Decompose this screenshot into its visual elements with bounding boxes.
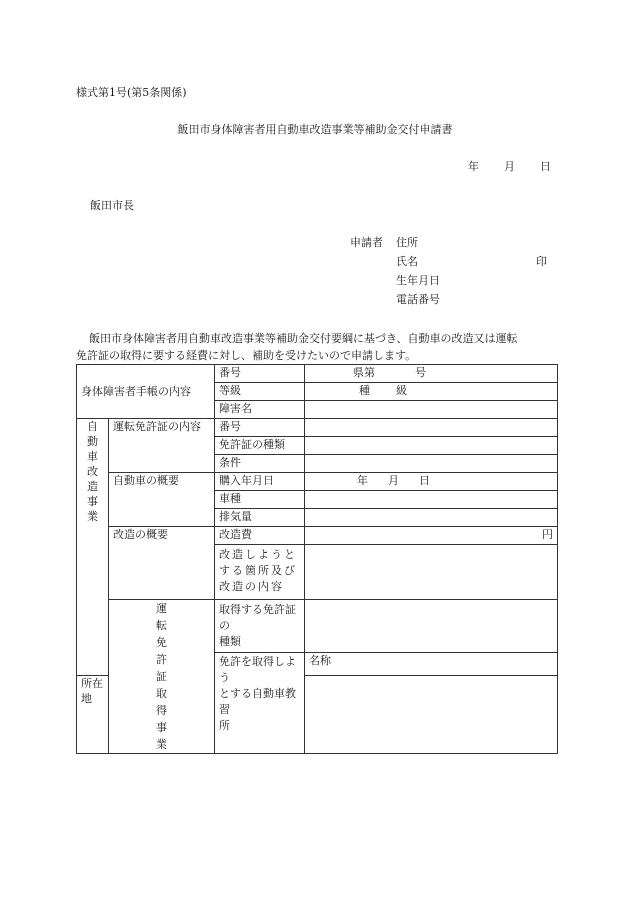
vertical-char: 取 (156, 687, 167, 700)
license-acquisition-vertical-label (109, 600, 215, 754)
vertical-char: 得 (156, 704, 167, 717)
displacement-field[interactable] (305, 509, 558, 527)
modification-parts-line: 改造の内容 (219, 580, 284, 593)
handbook-grade-label: 等級 (215, 383, 305, 401)
purchase-date-field[interactable] (305, 473, 558, 491)
school-name-label: 名称 (305, 653, 558, 676)
modification-parts-field[interactable] (305, 545, 558, 600)
seal-mark: 印 (536, 255, 547, 268)
date-year-label: 年 (468, 160, 479, 173)
handbook-number-label: 番号 (215, 365, 305, 383)
vertical-char: 業 (87, 510, 98, 523)
vertical-char: 動 (87, 435, 98, 448)
driving-school-line: 所 (219, 719, 230, 732)
vertical-char: 許 (156, 653, 167, 666)
purchase-day-label: 日 (419, 474, 430, 487)
car-model-field[interactable] (305, 491, 558, 509)
number-suffix-label: 号 (415, 366, 426, 379)
displacement-label: 排気量 (215, 509, 305, 527)
yen-unit-label: 円 (542, 528, 553, 541)
handbook-disability-label: 障害名 (215, 401, 305, 419)
vertical-char: 証 (156, 670, 167, 683)
modification-parts-line: 改造しようと (219, 548, 297, 561)
vertical-char: 事 (156, 721, 167, 734)
applicant-label: 申請者 (350, 236, 383, 249)
vertical-char: 運 (156, 602, 167, 615)
car-overview-label: 自動車の概要 (109, 473, 215, 527)
license-type-to-get-line: 取得する免許証の (219, 603, 296, 632)
vertical-char: 免 (156, 636, 167, 649)
handbook-grade-field[interactable] (305, 383, 558, 401)
license-type-label: 免許証の種類 (215, 437, 305, 455)
date-day-label: 日 (540, 160, 551, 173)
modification-cost-field[interactable] (305, 527, 558, 545)
vertical-char: 車 (87, 450, 98, 463)
driving-school-line: とする自動車教習 (219, 687, 296, 716)
license-type-to-get-field[interactable] (305, 600, 558, 653)
driving-school-line: 免許を取得しよう (219, 655, 296, 684)
school-location-field[interactable] (305, 676, 558, 754)
purchase-date-label: 購入年月日 (215, 473, 305, 491)
addressee: 飯田市長 (90, 199, 134, 212)
grade-unit-label: 級 (396, 384, 407, 397)
vertical-char: 改 (87, 465, 98, 478)
kind-label: 種 (359, 384, 370, 397)
applicant-phone-label: 電話番号 (396, 293, 440, 306)
vertical-char: 自 (87, 420, 98, 433)
form-number: 様式第1号(第5条関係) (76, 86, 187, 99)
license-type-to-get-line: 種類 (219, 635, 241, 648)
document-title: 飯田市身体障害者用自動車改造事業等補助金交付申請書 (177, 123, 453, 136)
license-type-field[interactable] (305, 437, 558, 455)
statement-line-1: 飯田市身体障害者用自動車改造事業等補助金交付要綱に基づき、自動車の改造又は運転 (89, 332, 518, 345)
license-conditions-field[interactable] (305, 455, 558, 473)
handbook-section-label: 身体障害者手帳の内容 (77, 365, 215, 419)
vertical-char: 事 (87, 495, 98, 508)
modification-overview-label: 改造の概要 (109, 527, 215, 600)
modification-parts-line: する箇所及び (219, 564, 297, 577)
license-type-to-get-label (215, 600, 305, 653)
school-location-label: 所在地 (77, 676, 109, 754)
vertical-char: 業 (156, 738, 167, 751)
license-contents-label: 運転免許証の内容 (109, 419, 215, 473)
modification-parts-label (215, 545, 305, 600)
car-modification-vertical-label (77, 419, 109, 676)
statement-line-2: 免許証の取得に要する経費に対し、補助を受けたいので申請します。 (76, 349, 417, 362)
purchase-year-label: 年 (357, 474, 368, 487)
license-number-label: 番号 (215, 419, 305, 437)
applicant-name-label: 氏名 (396, 255, 418, 268)
vertical-char: 転 (156, 619, 167, 632)
prefecture-label: 県第 (353, 366, 375, 379)
driving-school-label (215, 653, 305, 754)
handbook-disability-field[interactable] (305, 401, 558, 419)
applicant-address-label: 住所 (396, 236, 418, 249)
handbook-number-field[interactable] (305, 365, 558, 383)
date-month-label: 月 (504, 160, 515, 173)
vertical-char: 造 (87, 480, 98, 493)
purchase-month-label: 月 (388, 474, 399, 487)
license-conditions-label: 条件 (215, 455, 305, 473)
application-form-table (76, 364, 558, 754)
applicant-birthdate-label: 生年月日 (396, 274, 440, 287)
car-model-label: 車種 (215, 491, 305, 509)
application-statement (76, 330, 558, 364)
license-number-field[interactable] (305, 419, 558, 437)
modification-cost-label: 改造費 (215, 527, 305, 545)
